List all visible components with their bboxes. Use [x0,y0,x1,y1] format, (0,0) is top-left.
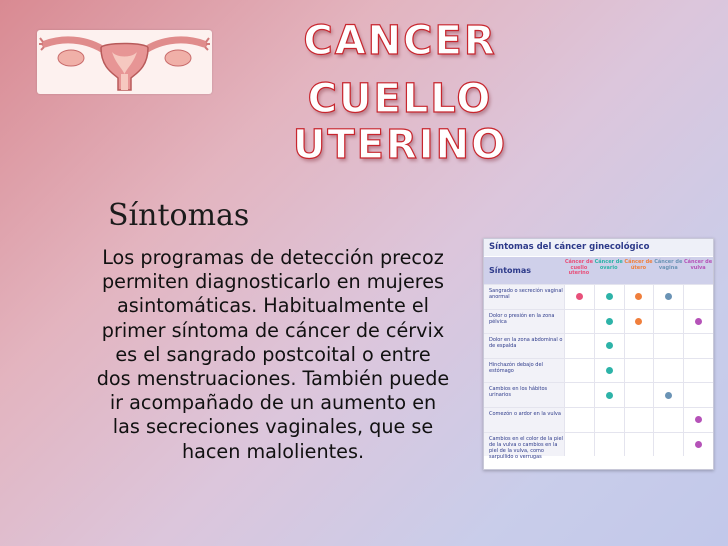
table-cell [624,408,654,432]
table-cell [683,285,713,309]
table-row-label: Dolor o presión en la zona pélvica [484,310,564,334]
symptom-dot-icon [695,441,702,448]
table-cell [653,310,683,334]
table-cell [594,383,624,407]
table-cell [564,383,594,407]
table-column-header: Cáncer de vulva [684,259,713,271]
table-row-label: Dolor en la zona abdominal o de espalda [484,334,564,358]
table-cell [594,359,624,383]
table-cell [624,310,654,334]
symptom-dot-icon [695,416,702,423]
table-row [484,432,713,460]
table-cell [653,285,683,309]
table-cell [653,408,683,432]
table-cell [564,359,594,383]
symptom-dot-icon [635,318,642,325]
symptom-dot-icon [665,392,672,399]
symptom-dot-icon [606,342,613,349]
table-cell [683,359,713,383]
table-cell [683,310,713,334]
table-cell [653,383,683,407]
table-row [484,382,713,407]
table-body [484,284,713,460]
uterus-illustration [37,30,212,94]
table-cell [653,334,683,358]
table-cell [624,359,654,383]
symptom-dot-icon [576,293,583,300]
table-row [484,309,713,334]
section-body-text: Los programas de detección precoz permiten diagnosticarlo en mujeres asintomáticas. Habitualmente el primer síntoma de cáncer de cérvix es el sangrado postcoital o entre dos menstruaciones. También puede ir acompañado de un aumento en las secreciones vaginales, que se hacen malolientes. [96,246,450,463]
uterus-icon [37,30,212,94]
table-row-label: Comezón o ardor en la vulva [484,408,564,432]
symptom-dot-icon [606,293,613,300]
table-row [484,358,713,383]
table-cell [683,383,713,407]
table-column-header: Cáncer de cuello uterino [564,259,593,277]
table-cell [594,433,624,457]
table-cell [683,334,713,358]
table-cell [624,334,654,358]
table-cell [594,310,624,334]
table-cell [594,285,624,309]
table-cell [564,285,594,309]
title-line-1: CANCER [303,18,497,64]
table-cell [594,334,624,358]
table-title: Síntomas del cáncer ginecológico [484,239,713,256]
table-row [484,284,713,309]
table-row [484,407,713,432]
symptom-dot-icon [635,293,642,300]
table-cell [564,433,594,457]
table-row-label: Sangrado o secreción vaginal anormal [484,285,564,309]
table-cell [624,383,654,407]
table-cell [564,408,594,432]
symptoms-table [483,238,714,470]
table-header-label: Síntomas [489,266,532,275]
table-row-label: Cambios en los hábitos urinarios [484,383,564,407]
table-cell [564,334,594,358]
table-row [484,333,713,358]
section-heading: Síntomas [108,198,250,233]
table-cell [653,433,683,457]
table-cell [594,408,624,432]
title-line-2: CUELLO UTERINO [292,76,508,168]
table-cell [683,408,713,432]
table-row-label: Cambios en el color de la piel de la vulva o cambios en la piel de la vulva, como sarpullido o verrugas [484,433,564,457]
table-column-header: Cáncer de vagina [654,259,683,271]
symptom-dot-icon [665,293,672,300]
table-column-header: Cáncer de ovario [594,259,623,271]
table-row-label: Hinchazón debajo del estómago [484,359,564,383]
table-cell [624,285,654,309]
table-column-header: Cáncer de útero [624,259,653,271]
symptom-dot-icon [695,318,702,325]
table-header-row [484,256,713,284]
symptom-dot-icon [606,318,613,325]
symptom-dot-icon [606,392,613,399]
table-cell [564,310,594,334]
table-cell [683,433,713,457]
table-cell [653,359,683,383]
table-cell [624,433,654,457]
symptom-dot-icon [606,367,613,374]
